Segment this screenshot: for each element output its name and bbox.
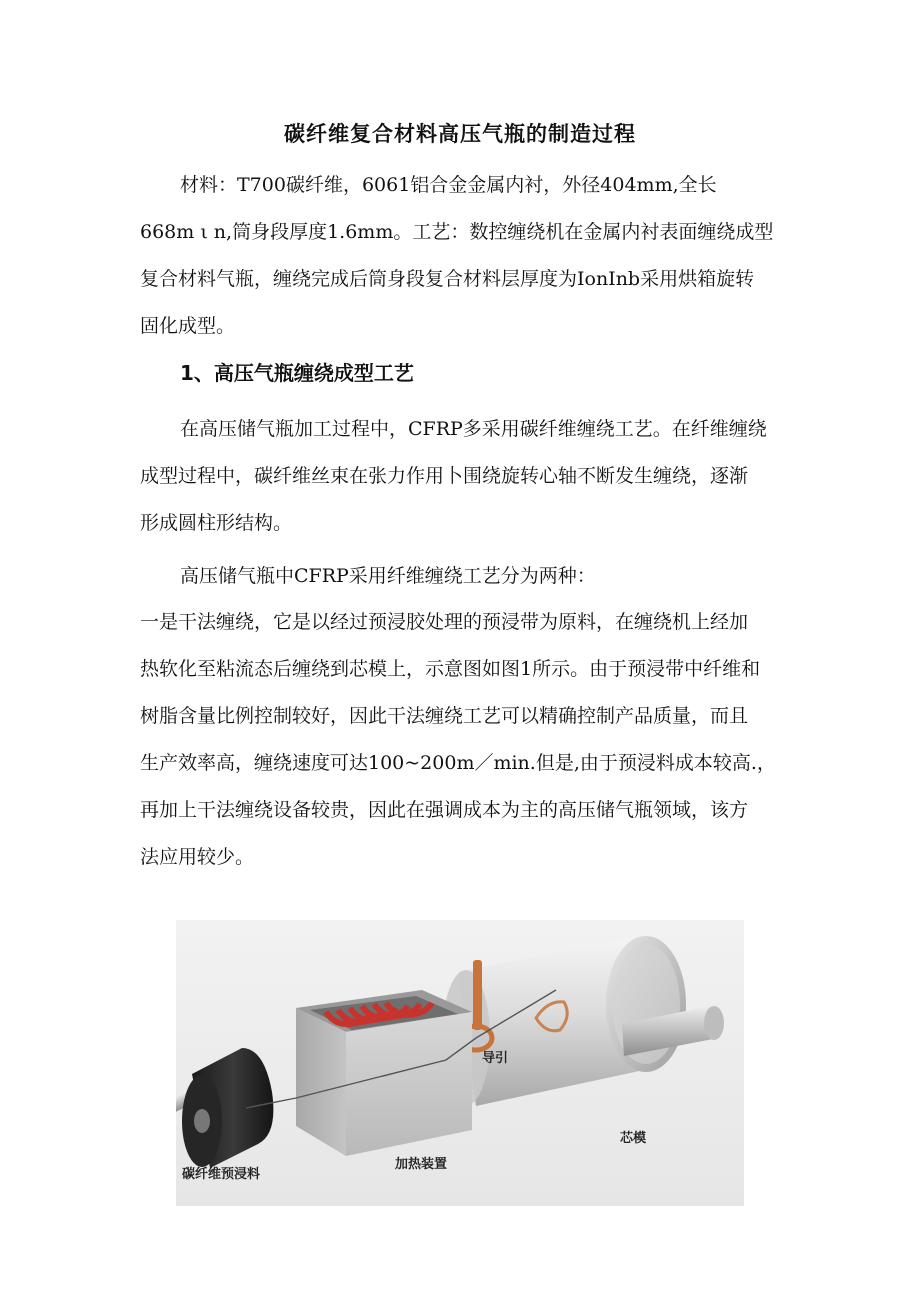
paragraph-line: 形成圆柱形结构。	[140, 512, 293, 534]
section-heading: 1、高压气瓶缠绕成型工艺	[180, 361, 414, 385]
paragraph-line: 树脂含量比例控制较好，因此干法缠绕工艺可以精确控制产品质量，而且	[140, 705, 749, 727]
paragraph-two-methods	[140, 553, 790, 600]
paragraph-line: 高压储气瓶中CFRP采用纤维缠绕工艺分为两种：	[180, 565, 596, 587]
intro-line: 668m ι n,筒身段厚度1.6mm。工艺：数控缠绕机在金属内衬表面缠绕成型	[140, 221, 774, 243]
intro-line: 固化成型。	[140, 315, 236, 337]
page-title: 碳纤维复合材料高压气瓶的制造过程	[284, 122, 636, 146]
paragraph-cfrp-winding	[140, 406, 790, 547]
prepreg-roll	[176, 1048, 273, 1168]
winding-schematic-figure	[176, 920, 744, 1206]
label-heater: 加热装置	[395, 1157, 448, 1172]
paragraph-dry-winding	[140, 599, 790, 881]
label-prepreg: 碳纤维预浸料	[182, 1167, 261, 1182]
intro-line: 复合材料气瓶，缠绕完成后筒身段复合材料层厚度为IonInb采用烘箱旋转	[140, 268, 755, 290]
label-guide: 导引	[482, 1051, 509, 1066]
paragraph-line: 再加上干法缠绕设备较贵，因此在强调成本为主的高压储气瓶领域，该方	[140, 799, 749, 821]
paragraph-line: 热软化至粘流态后缠绕到芯模上，示意图如图1所示。由于预浸带中纤维和	[140, 658, 761, 680]
intro-line: 材料：T700碳纤维，6061铝合金金属内衬，外径404mm,全长	[180, 174, 717, 196]
mandrel	[442, 936, 724, 1106]
label-mandrel: 芯模	[620, 1131, 647, 1146]
paragraph-line: 法应用较少。	[140, 846, 255, 868]
paragraph-line: 生产效率高，缠绕速度可达100~200m／min.但是,由于预浸料成本较高.，	[140, 752, 776, 774]
paragraph-line: 在高压储气瓶加工过程中，CFRP多采用碳纤维缠绕工艺。在纤维缠绕	[180, 418, 767, 440]
winding-schematic-svg	[176, 920, 744, 1206]
heating-device	[296, 990, 472, 1156]
paragraph-line: 成型过程中，碳纤维丝束在张力作用卜围绕旋转心轴不断发生缠绕，逐渐	[140, 465, 749, 487]
paragraph-line: 一是干法缠绕，它是以经过预浸胶处理的预浸带为原料，在缠绕机上经加	[140, 611, 749, 633]
intro-paragraph	[140, 162, 790, 350]
